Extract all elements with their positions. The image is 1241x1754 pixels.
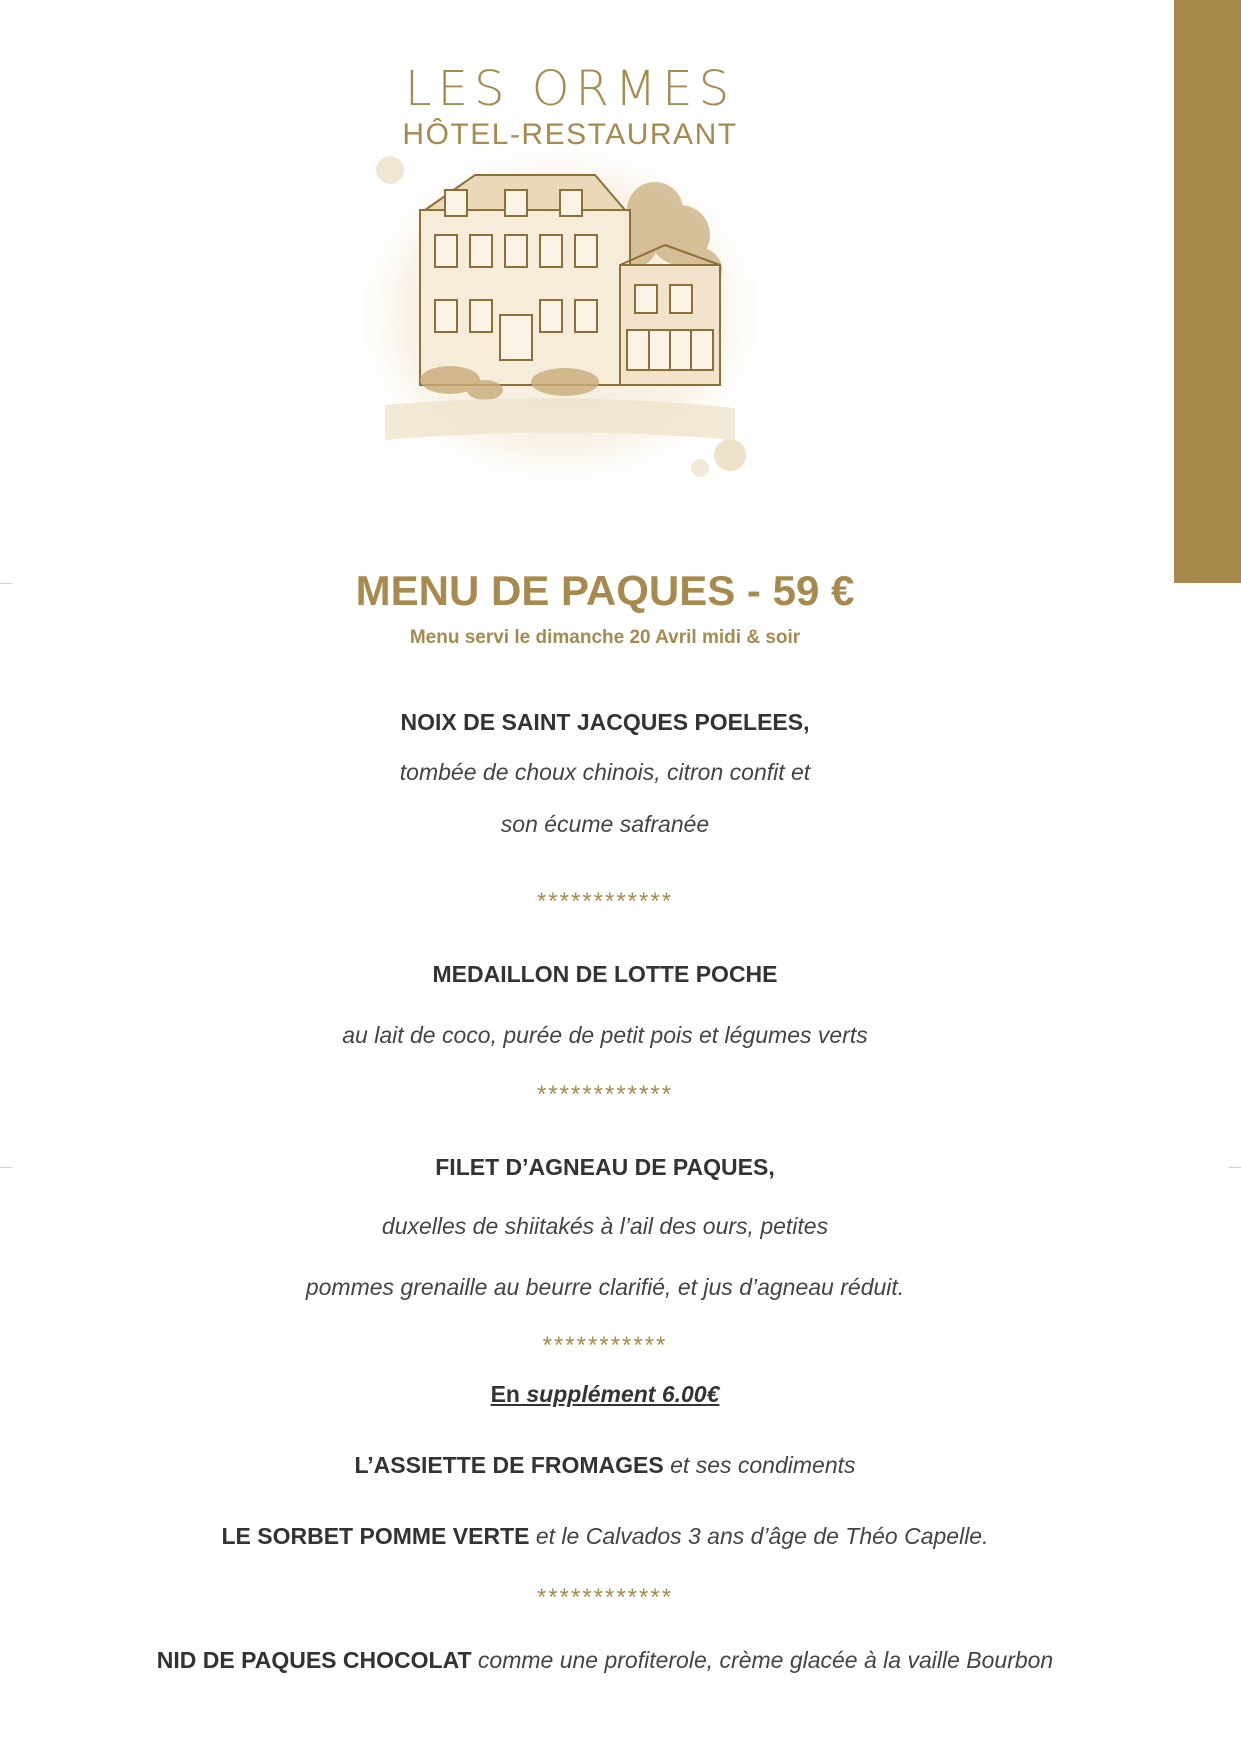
course2-desc-line1: au lait de coco, purée de petit pois et légumes verts xyxy=(342,1022,868,1048)
dessert-line xyxy=(18,1646,1192,1674)
course1-desc-line2: son écume safranée xyxy=(500,811,710,837)
course3-desc-line1: duxelles de shiitakés à l’ail des ours, petites xyxy=(381,1213,829,1239)
course3-desc-line2: pommes grenaille au beurre clarifié, et jus d’agneau réduit. xyxy=(305,1274,905,1300)
menu-subtitle: Menu servi le dimanche 20 Avril midi & soir xyxy=(409,627,801,648)
cheese-desc: et ses condiments xyxy=(670,1452,856,1478)
fold-mark-left-top xyxy=(0,583,12,584)
cheese-line xyxy=(18,1451,1192,1479)
separator-2: ************ xyxy=(536,1081,674,1108)
supplement-label: supplément 6.00€ xyxy=(526,1381,720,1407)
separator-1: ************ xyxy=(536,888,674,915)
course1-desc-line1: tombée de choux chinois, citron confit et xyxy=(399,759,811,785)
sorbet-name: LE SORBET POMME VERTE xyxy=(221,1523,530,1549)
dessert-desc: comme une profiterole, crème glacée à la vaille Bourbon xyxy=(477,1647,1054,1673)
gold-side-bar xyxy=(1174,0,1241,583)
supplement-note xyxy=(18,1380,1192,1408)
hotel-sketch-illustration xyxy=(365,150,755,485)
fold-mark-right-bottom xyxy=(1229,1167,1241,1168)
logo-subtitle: HÔTEL-RESTAURANT xyxy=(402,118,738,151)
sorbet-line xyxy=(18,1522,1192,1550)
menu-title: MENU DE PAQUES - 59 € xyxy=(355,567,855,614)
sorbet-desc: et le Calvados 3 ans d’âge de Théo Capelle. xyxy=(535,1523,989,1549)
fold-mark-left-bottom xyxy=(0,1167,12,1168)
course1-name: NOIX DE SAINT JACQUES POELEES, xyxy=(400,709,810,735)
course2-name: MEDAILLON DE LOTTE POCHE xyxy=(432,961,778,987)
separator-4: ************ xyxy=(536,1584,674,1611)
logo-name: LES ORMES xyxy=(404,61,736,117)
cheese-name: L’ASSIETTE DE FROMAGES xyxy=(354,1452,664,1478)
course3-name: FILET D’AGNEAU DE PAQUES, xyxy=(435,1154,775,1180)
logo xyxy=(380,62,760,152)
supplement-prefix: En xyxy=(490,1381,520,1407)
separator-3: *********** xyxy=(542,1332,668,1359)
dessert-name: NID DE PAQUES CHOCOLAT xyxy=(156,1647,472,1673)
